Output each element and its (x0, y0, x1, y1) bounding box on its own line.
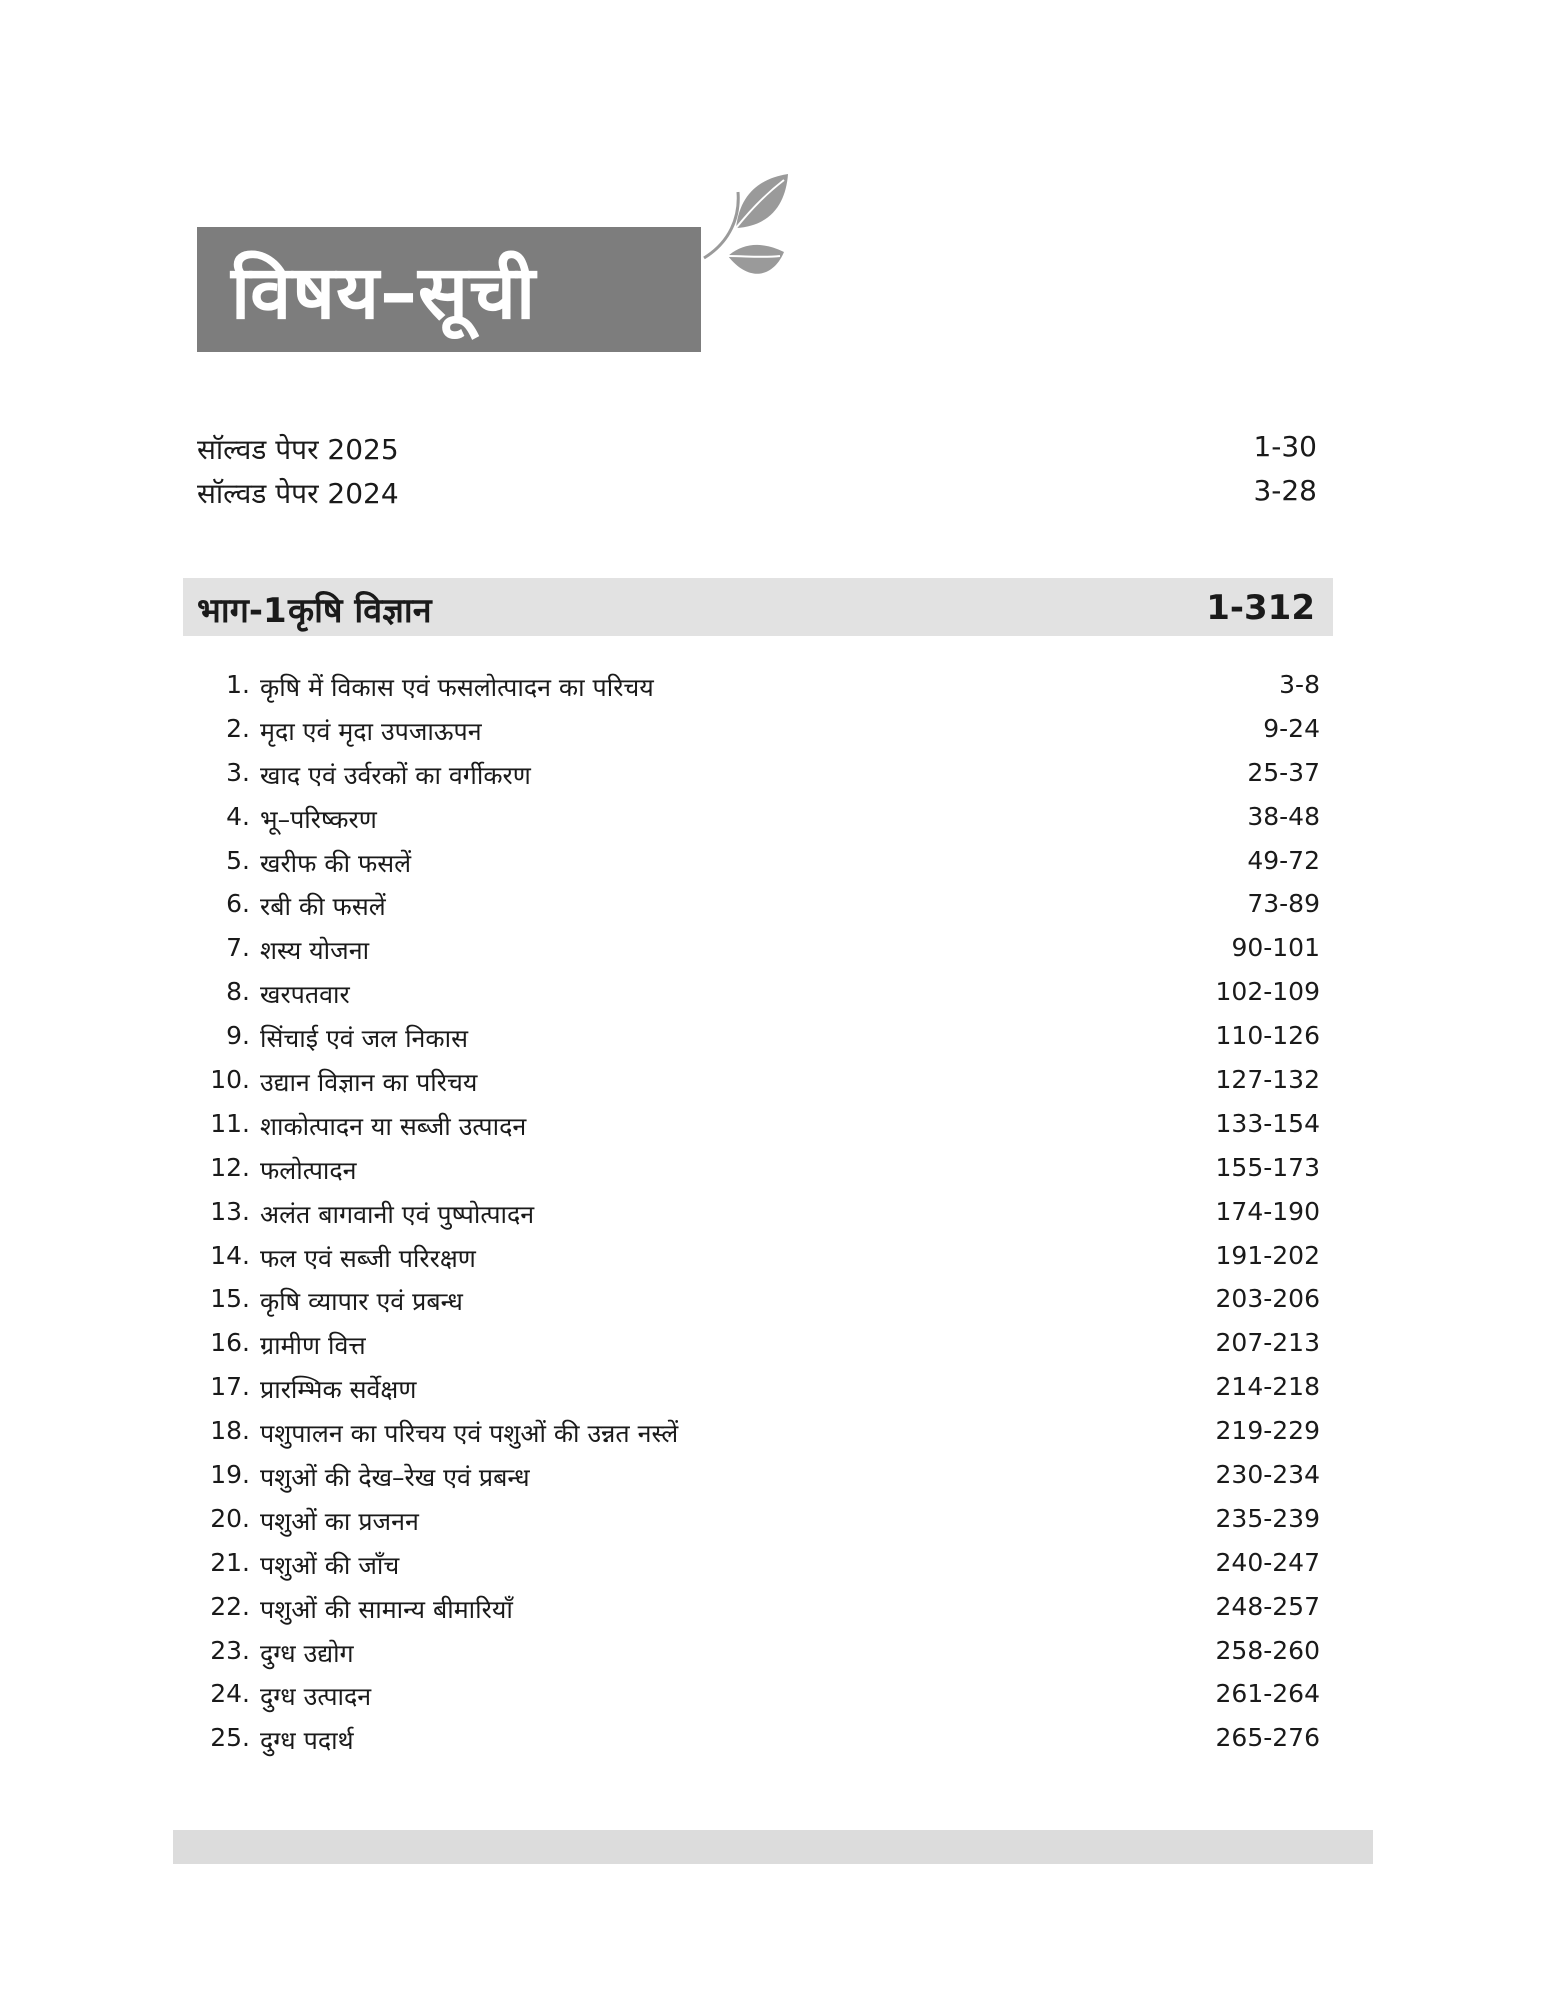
toc-entry (190, 1278, 1320, 1322)
toc-entry-pages: 265-276 (1215, 1723, 1320, 1753)
toc-entry-number: 11. (210, 1108, 250, 1138)
toc-entry-title: कृषि में विकास एवं फसलोत्पादन का परिचय (260, 673, 654, 702)
toc-entry-pages: 3-8 (1279, 670, 1320, 699)
toc-entry (190, 1630, 1320, 1674)
toc-entry-pages: 261-264 (1215, 1679, 1320, 1709)
toc-entry-title: अलंत बागवानी एवं पुष्पोत्पादन (260, 1199, 535, 1229)
toc-entry-number: 15. (210, 1284, 250, 1314)
toc-entry-number: 8. (226, 977, 250, 1007)
toc-entry-pages: 214-218 (1215, 1372, 1320, 1402)
toc-entry-pages: 191-202 (1215, 1240, 1320, 1270)
toc-entry-title: खरीफ की फसलें (260, 848, 412, 878)
toc-entry-pages: 73-89 (1247, 889, 1320, 919)
toc-entry-title: पशुओं की सामान्य बीमारियाँ (260, 1594, 513, 1624)
section-header (183, 578, 1333, 636)
toc-entry-number: 5. (226, 845, 250, 875)
toc-entry (190, 1015, 1320, 1059)
toc-entry (190, 971, 1320, 1015)
toc-entry-title: उद्यान विज्ञान का परिचय (260, 1068, 478, 1098)
toc-entry-pages: 248-257 (1215, 1591, 1320, 1621)
toc-entry (190, 927, 1320, 971)
toc-entry-pages: 102-109 (1215, 977, 1320, 1007)
page-title (197, 227, 701, 352)
toc-entry-title: फलोत्पादन (260, 1155, 357, 1185)
toc-entry-number: 1. (226, 670, 250, 699)
toc-entry-number: 13. (210, 1196, 250, 1226)
solved-paper-row (197, 430, 1317, 474)
toc-entry (190, 1673, 1320, 1717)
toc-entry-pages: 127-132 (1215, 1065, 1320, 1095)
toc-entry-title: पशुओं की जाँच (260, 1550, 400, 1580)
solved-paper-pages: 3-28 (1253, 474, 1317, 507)
toc-entry-title: मृदा एवं मृदा उपजाऊपन (260, 716, 482, 746)
toc-entry (190, 752, 1320, 796)
toc-entry (190, 1103, 1320, 1147)
toc-entry-number: 16. (210, 1328, 250, 1358)
toc-entry-title: दुग्ध उद्योग (260, 1638, 354, 1668)
toc-entry (190, 1717, 1320, 1761)
toc-entry-number: 23. (210, 1635, 250, 1665)
toc-entry (190, 883, 1320, 927)
toc-entry (190, 1059, 1320, 1103)
toc-entry-title: भू–परिष्करण (260, 804, 377, 834)
toc-entry-title: पशुओं का प्रजनन (260, 1506, 419, 1536)
table-of-contents (190, 664, 1320, 1761)
toc-entry-pages: 133-154 (1215, 1108, 1320, 1138)
toc-entry-number: 20. (210, 1503, 250, 1533)
toc-entry (190, 1322, 1320, 1366)
toc-entry (190, 1454, 1320, 1498)
toc-entry-pages: 174-190 (1215, 1196, 1320, 1226)
toc-entry-number: 22. (210, 1591, 250, 1621)
toc-entry (190, 1498, 1320, 1542)
toc-entry-number: 4. (226, 801, 250, 831)
toc-entry-title: फल एवं सब्जी परिरक्षण (260, 1243, 476, 1273)
toc-entry-title: ग्रामीण वित्त (260, 1331, 366, 1361)
toc-entry (190, 1586, 1320, 1630)
toc-entry-pages: 110-126 (1215, 1021, 1320, 1051)
toc-entry (190, 1191, 1320, 1235)
toc-entry-pages: 235-239 (1215, 1503, 1320, 1533)
toc-entry-pages: 219-229 (1215, 1416, 1320, 1446)
toc-entry-number: 7. (226, 933, 250, 963)
toc-entry-number: 14. (210, 1240, 250, 1270)
toc-entry-number: 24. (210, 1679, 250, 1709)
section-title: कृषि विज्ञान (288, 591, 432, 631)
toc-entry-title: कृषि व्यापार एवं प्रबन्ध (260, 1287, 463, 1317)
toc-entry (190, 1235, 1320, 1279)
toc-entry-title: सिंचाई एवं जल निकास (260, 1024, 468, 1054)
toc-entry-pages: 207-213 (1215, 1328, 1320, 1358)
solved-paper-pages: 1-30 (1253, 430, 1317, 463)
toc-entry-title: दुग्ध उत्पादन (260, 1682, 372, 1712)
toc-entry-number: 12. (210, 1152, 250, 1182)
toc-entry (190, 796, 1320, 840)
toc-entry-pages: 49-72 (1247, 845, 1320, 875)
toc-entry-pages: 155-173 (1215, 1152, 1320, 1182)
toc-entry-number: 21. (210, 1547, 250, 1577)
toc-entry-number: 2. (226, 713, 250, 743)
toc-entry-title: खरपतवार (260, 980, 350, 1010)
toc-entry (190, 708, 1320, 752)
toc-entry-number: 3. (226, 757, 250, 787)
solved-paper-label: सॉल्वड पेपर 2024 (197, 477, 399, 510)
toc-entry (190, 1542, 1320, 1586)
toc-entry-title: खाद एवं उर्वरकों का वर्गीकरण (260, 760, 531, 790)
toc-entry-number: 25. (210, 1723, 250, 1753)
leaf-icon (700, 172, 790, 300)
page-title-text: विषय–सूची (231, 250, 537, 336)
toc-entry-pages: 90-101 (1231, 933, 1320, 963)
toc-entry-pages: 25-37 (1247, 757, 1320, 787)
footer-bar (173, 1830, 1373, 1864)
toc-entry-pages: 9-24 (1263, 713, 1320, 743)
toc-entry-pages: 230-234 (1215, 1460, 1320, 1490)
toc-entry-number: 10. (210, 1065, 250, 1095)
toc-entry-pages: 240-247 (1215, 1547, 1320, 1577)
toc-entry (190, 1147, 1320, 1191)
toc-entry-number: 9. (226, 1021, 250, 1051)
toc-entry-pages: 203-206 (1215, 1284, 1320, 1314)
toc-entry-number: 17. (210, 1372, 250, 1402)
solved-paper-row (197, 474, 1317, 518)
toc-entry-number: 18. (210, 1416, 250, 1446)
toc-entry-title: पशुओं की देख–रेख एवं प्रबन्ध (260, 1463, 530, 1493)
solved-paper-label: सॉल्वड पेपर 2025 (197, 433, 399, 466)
toc-entry-title: प्रारम्भिक सर्वेक्षण (260, 1375, 417, 1405)
toc-entry-number: 6. (226, 889, 250, 919)
section-pages: 1-312 (1206, 588, 1315, 628)
toc-entry (190, 664, 1320, 708)
toc-entry-title: पशुपालन का परिचय एवं पशुओं की उन्नत नस्लें (260, 1419, 679, 1449)
toc-entry-title: रबी की फसलें (260, 892, 386, 922)
toc-entry (190, 840, 1320, 884)
toc-entry-pages: 258-260 (1215, 1635, 1320, 1665)
toc-entry-title: शाकोत्पादन या सब्जी उत्पादन (260, 1111, 527, 1141)
section-part: भाग-1 (197, 591, 287, 631)
toc-entry (190, 1366, 1320, 1410)
toc-entry-title: शस्य योजना (260, 936, 370, 966)
toc-entry-number: 19. (210, 1460, 250, 1490)
toc-entry (190, 1410, 1320, 1454)
toc-entry-title: दुग्ध पदार्थ (260, 1726, 354, 1756)
toc-entry-pages: 38-48 (1247, 801, 1320, 831)
